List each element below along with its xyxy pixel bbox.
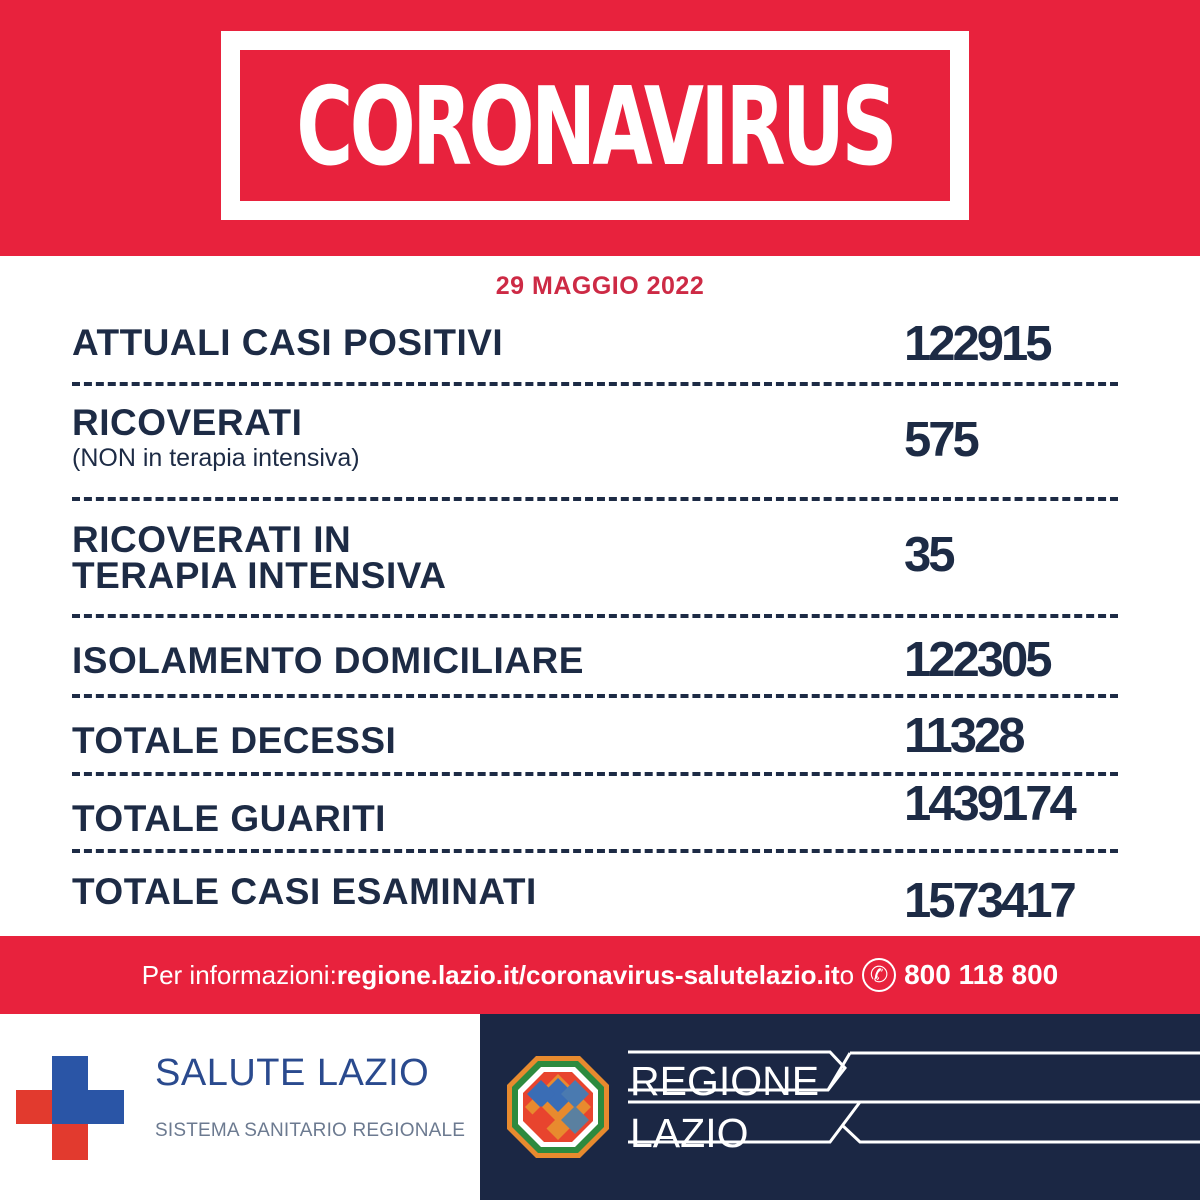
stat-label: ISOLAMENTO DOMICILIARE — [72, 640, 584, 681]
stat-label: TOTALE GUARITI — [72, 798, 386, 839]
link-salutelazio[interactable]: salutelazio.it — [683, 959, 840, 990]
stat-row-totale-casi-esaminati — [72, 853, 1118, 933]
page-title: CORONAVIRUS — [296, 64, 894, 190]
stat-label: ATTUALI CASI POSITIVI — [72, 322, 504, 363]
phone-number[interactable]: 800 118 800 — [904, 959, 1059, 990]
link-regione-lazio[interactable]: regione.lazio.it/coronavirus — [336, 959, 675, 990]
stat-label-line2: TERAPIA INTENSIVA — [72, 555, 447, 596]
stat-row-totale-guariti — [72, 776, 1118, 853]
stat-row-totale-decessi — [72, 698, 1118, 776]
stat-value: 122915 — [904, 317, 1050, 371]
stat-label: TOTALE CASI ESAMINATI — [72, 871, 537, 912]
title-box — [240, 50, 950, 201]
regione-label-line1: REGIONE — [630, 1058, 820, 1104]
title-frame — [221, 31, 969, 220]
phone-icon: ✆ — [862, 958, 896, 992]
stat-value: 35 — [904, 528, 953, 582]
stats-list — [72, 310, 1118, 933]
stat-sublabel: (NON in terapia intensiva) — [72, 444, 360, 472]
stat-label-line1: RICOVERATI IN — [72, 519, 352, 560]
report-date: 29 MAGGIO 2022 — [495, 272, 705, 300]
stat-row-terapia-intensiva — [72, 501, 1118, 618]
salute-lazio-title: SALUTE LAZIO — [155, 1052, 430, 1094]
header-banner — [0, 0, 1200, 256]
salute-lazio-subtitle: SISTEMA SANITARIO REGIONALE — [155, 1120, 466, 1141]
stat-row-attuali-casi-positivi — [72, 310, 1118, 386]
stat-value: 1573417 — [904, 874, 1074, 928]
regione-label-line2: LAZIO — [630, 1110, 749, 1156]
stat-label: RICOVERATI — [72, 402, 303, 443]
regione-decorative-lines — [580, 1050, 1200, 1160]
stat-row-isolamento-domiciliare — [72, 618, 1118, 698]
stat-row-ricoverati — [72, 386, 1118, 501]
info-prefix: Per informazioni: — [141, 959, 337, 990]
stat-value: 122305 — [904, 633, 1050, 687]
stat-value: 575 — [904, 413, 977, 467]
info-bar — [0, 936, 1200, 1014]
salute-lazio-cross-icon — [16, 1056, 124, 1160]
stat-label: TOTALE DECESSI — [72, 720, 397, 761]
info-conjunction: o — [839, 959, 855, 990]
stat-value: 1439174 — [904, 777, 1074, 831]
stat-value: 11328 — [904, 709, 1023, 763]
info-separator: - — [674, 959, 684, 990]
